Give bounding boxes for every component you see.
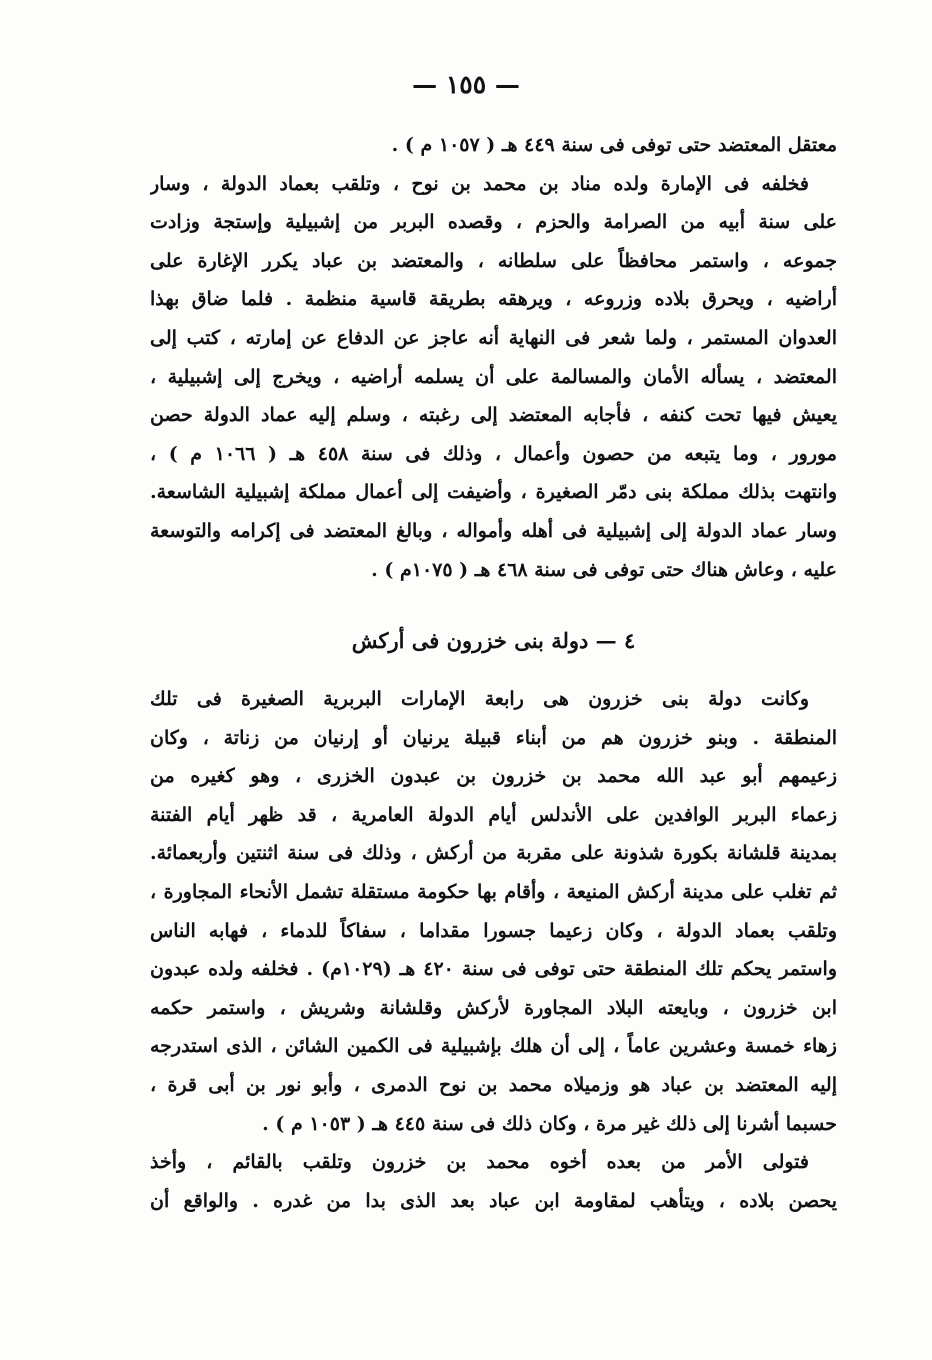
text-line: حسبما أشرنا إلى ذلك غير مرة ، وكان ذلك فى سنة ٤٤٥ هـ ( ١٠٥٣ م ) . (262, 1112, 837, 1135)
text-line: وانتهت بذلك مملكة بنى دمّر الصغيرة ، وأضيفت إلى أعمال مملكة إشبيلية الشاسعة. (150, 481, 837, 504)
text-line: يعيش فيها تحت كنفه ، فأجابه المعتضد إلى رغبته ، وسلم إليه عماد الدولة حصن (150, 404, 837, 427)
text-line: زعيمهم أبو عبد الله محمد بن خزرون بن عبدون الخزرى ، وهو كغيره من (150, 765, 837, 788)
text-line: يحصن بلاده ، ويتأهب لمقاومة ابن عباد بعد الذى بدا من غدره . والواقع أن (150, 1189, 837, 1212)
text-line: زهاء خمسة وعشرين عاماً ، إلى أن هلك بإشبيلية فى الكمين الشائن ، الذى استدرجه (150, 1035, 837, 1058)
text-line: مورور ، وما يتبعه من حصون وأعمال ، وذلك فى سنة ٤٥٨ هـ ( ١٠٦٦ م ) ، (150, 442, 837, 465)
text-line: واستمر يحكم تلك المنطقة حتى توفى فى سنة ٤٢٠ هـ (١٠٢٩م) . فخلفه ولده عبدون (150, 958, 837, 981)
text-line: ثم تغلب على مدينة أركش المنيعة ، وأقام بها حكومة مستقلة تشمل الأنحاء المجاورة ، (150, 880, 837, 903)
text-line: ابن خزرون ، وبايعته البلاد المجاورة لأركش وقلشانة وشريش ، واستمر حكمه (150, 996, 837, 1019)
text-line: فخلفه فى الإمارة ولده مناد بن محمد بن نوح ، وتلقب بعماد الدولة ، وسار (150, 172, 809, 195)
text-line: إليه المعتضد بن عباد هو وزميلاه محمد بن نوح الدمرى ، وأبو نور بن أبى قرة ، (150, 1073, 837, 1096)
text-line: فتولى الأمر من بعده أخوه محمد بن خزرون وتلقب بالقائم ، وأخذ (150, 1151, 809, 1174)
text-line: زعماء البربر الوافدين على الأندلس أيام الدولة العامرية ، قد ظهر أيام الفتنة (150, 803, 837, 826)
text-line: عليه ، وعاش هناك حتى توفى فى سنة ٤٦٨ هـ ( ١٠٧٥م ) . (371, 558, 837, 581)
text-block-top (150, 126, 837, 589)
text-line: وتلقب بعماد الدولة ، وكان زعيما جسورا مقداما ، سفاكاً للدماء ، فهابه الناس (150, 919, 837, 942)
text-line: المعتضد ، يسأله الأمان والمسالمة على أن يسلمه أراضيه ، ويخرج إلى إشبيلية ، (150, 365, 837, 388)
text-block-bottom (150, 680, 837, 1220)
text-line: معتقل المعتضد حتى توفى فى سنة ٤٤٩ هـ ( ١٠٥٧ م ) . (391, 134, 837, 156)
page-number: — ١٥٥ — (412, 70, 520, 99)
text-line: على سنة أبيه من الصرامة والحزم ، وقصده البربر من إشبيلية وإستجة وزادت (150, 211, 837, 234)
text-line: المنطقة . وبنو خزرون هم من أبناء قبيلة يرنيان أو إرنيان من زناتة ، وكان (150, 726, 837, 749)
text-line: وسار عماد الدولة إلى إشبيلية فى أهله وأمواله ، وبالغ المعتضد فى إكرامه والتوسعة (150, 519, 837, 542)
section-heading: ٤ — دولة بنى خزرون فى أركش (351, 628, 636, 653)
text-line: بمدينة قلشانة بكورة شذونة على مقربة من أركش ، وذلك فى سنة اثنتين وأربعمائة. (150, 842, 837, 865)
text-line: أراضيه ، ويحرق بلاده وزروعه ، ويرهقه بطريقة قاسية منظمة . فلما ضاق بهذا (150, 288, 837, 311)
text-line: جموعه ، واستمر محافظاً على سلطانه ، والمعتضد بن عباد يكرر الإغارة على (150, 249, 837, 272)
text-line: العدوان المستمر ، ولما شعر فى النهاية أنه عاجز عن الدفاع عن إمارته ، كتب إلى (150, 326, 837, 349)
text-line: وكانت دولة بنى خزرون هى رابعة الإمارات البربرية الصغيرة فى تلك (150, 688, 809, 710)
